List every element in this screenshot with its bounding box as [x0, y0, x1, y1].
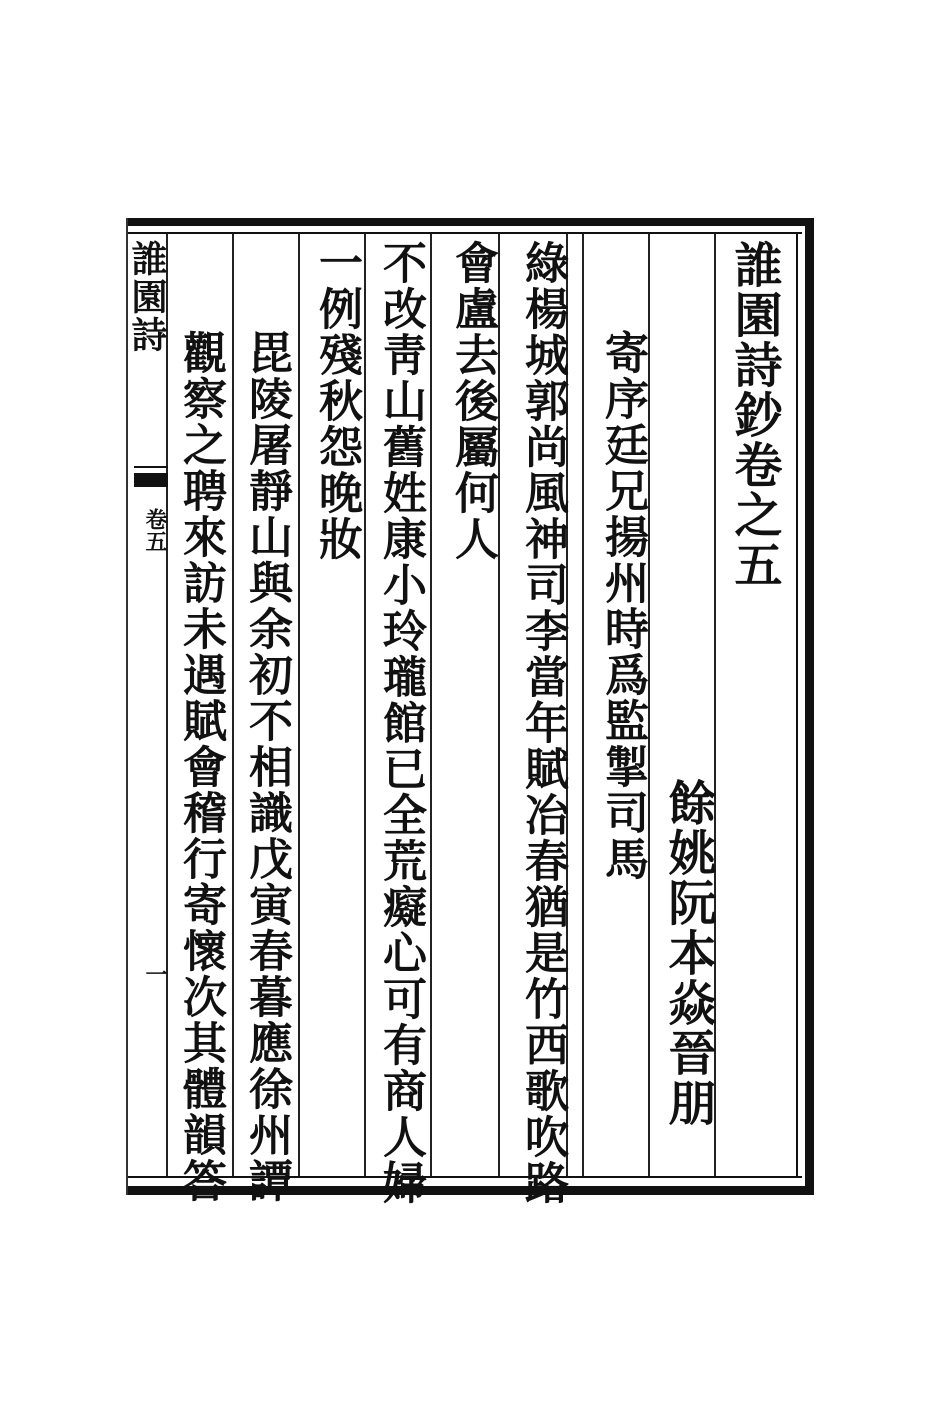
poem-line: 會盧去後屬何人: [447, 240, 498, 562]
volume-title: 誰園詩鈔卷之五: [726, 240, 782, 590]
poem-title: 毘陵屠靜山與余初不相識戊寅春暮應徐州譚: [241, 330, 292, 1204]
column-divider: [364, 234, 366, 1176]
frame-bottom-inner-rule: [126, 1176, 802, 1178]
poem-line: 綠楊城郭尚風神司李當年賦冶春猶是竹西歌吹路: [517, 240, 568, 1206]
column-divider: [298, 234, 300, 1176]
column-divider: [232, 234, 234, 1176]
poem-title: 寄序廷兄揚州時爲監掣司馬: [597, 330, 648, 882]
frame-right-inner-rule: [796, 232, 798, 1178]
poem-title: 觀察之聘來訪未遇賦會稽行寄懷次其體韻答: [175, 330, 226, 1204]
poem-line: 一例殘秋怨晚妝: [311, 240, 362, 562]
column-divider: [166, 234, 168, 1176]
column-divider: [430, 234, 432, 1176]
fold-page-number: 一: [142, 963, 168, 985]
fold-fishtail-mark: [134, 473, 168, 487]
frame-top-inner-rule: [126, 232, 802, 234]
frame-left-rule: [126, 218, 128, 1195]
column-divider: [582, 234, 584, 1176]
fold-fishtail-line: [134, 466, 168, 468]
author-line: 餘姚阮本焱晉朋: [660, 778, 716, 1128]
page-frame: [126, 218, 814, 1206]
poem-line: 不改靑山舊姓康小玲瓏館已全荒癡心可有商人婦: [375, 240, 426, 1206]
frame-right-rule: [805, 218, 814, 1195]
frame-bottom-rule: [126, 1186, 814, 1195]
frame-top-rule: [126, 218, 814, 226]
fold-title: 誰園詩: [126, 240, 168, 354]
fold-volume: 卷五: [142, 508, 168, 552]
